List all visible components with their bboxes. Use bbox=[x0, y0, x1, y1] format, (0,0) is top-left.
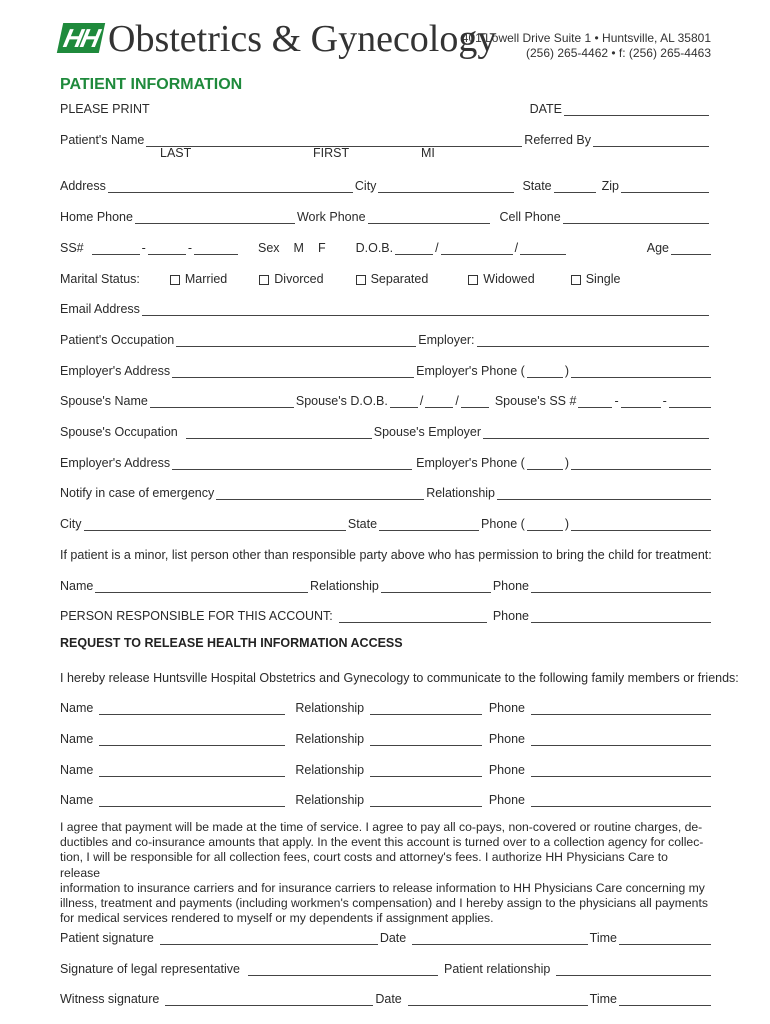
release-relationship-label: Relationship bbox=[295, 701, 365, 715]
agreement-line: I agree that payment will be made at the time of service. I agree to pay all co-pays, non-covered or routine charges, de- bbox=[60, 820, 703, 834]
cell-phone-field[interactable] bbox=[563, 211, 709, 224]
row-employer-address bbox=[60, 360, 711, 378]
agreement-paragraph bbox=[60, 820, 711, 926]
witness-signature-label: Witness signature bbox=[60, 992, 160, 1006]
release-name-label: Name bbox=[60, 732, 94, 746]
row-witness-signature bbox=[60, 988, 711, 1006]
row-release-intro bbox=[60, 667, 739, 685]
release-heading: REQUEST TO RELEASE HEALTH INFORMATION ACCESS bbox=[60, 636, 403, 650]
date-label: DATE bbox=[529, 102, 562, 116]
dob-year-field[interactable] bbox=[520, 242, 566, 255]
dob-month-field[interactable] bbox=[395, 242, 433, 255]
witness-signature-field[interactable] bbox=[165, 993, 373, 1006]
sex-m-option[interactable]: M bbox=[293, 241, 304, 255]
employer-phone-label: Employer's Phone ( bbox=[416, 364, 525, 378]
witness-time-field[interactable] bbox=[619, 993, 711, 1006]
employer-label: Employer: bbox=[418, 333, 475, 347]
release-name-field[interactable] bbox=[99, 702, 285, 715]
signature-time-field[interactable] bbox=[619, 932, 711, 945]
patient-name-label: Patient's Name bbox=[60, 133, 145, 147]
emergency-relationship-label: Relationship bbox=[426, 486, 495, 500]
divorced-label: Divorced bbox=[274, 272, 324, 286]
dob-slash: / bbox=[435, 241, 439, 255]
separated-checkbox[interactable] bbox=[356, 275, 366, 285]
work-phone-label: Work Phone bbox=[296, 210, 366, 224]
employer-address-label: Employer's Address bbox=[60, 364, 171, 378]
cell-phone-label: Cell Phone bbox=[499, 210, 561, 224]
spouse-name-label: Spouse's Name bbox=[60, 394, 148, 408]
occupation-label: Patient's Occupation bbox=[60, 333, 175, 347]
employer-address-field[interactable] bbox=[172, 365, 414, 378]
release-row bbox=[60, 697, 711, 715]
row-marital-status bbox=[60, 268, 711, 286]
dob-slash: / bbox=[419, 394, 424, 408]
witness-date-field[interactable] bbox=[408, 993, 588, 1006]
married-label: Married bbox=[184, 272, 228, 286]
row-address bbox=[60, 175, 711, 193]
patient-relationship-label: Patient relationship bbox=[443, 962, 551, 976]
row-email bbox=[60, 298, 711, 316]
state-2-label: State bbox=[347, 517, 378, 531]
employer-phone-close: ) bbox=[564, 364, 569, 378]
spouse-dob-year[interactable] bbox=[461, 395, 489, 408]
emergency-field[interactable] bbox=[216, 487, 424, 500]
employer-phone-area-field[interactable] bbox=[527, 365, 563, 378]
phone-close: ) bbox=[564, 517, 569, 531]
referred-by-field[interactable] bbox=[593, 134, 709, 147]
release-name-label: Name bbox=[60, 793, 94, 807]
email-label: Email Address bbox=[60, 302, 140, 316]
spouse-ss-1[interactable] bbox=[578, 395, 612, 408]
address-line-1: 401 Lowell Drive Suite 1 • Huntsville, AL 35801 bbox=[461, 31, 711, 45]
city-2-label: City bbox=[60, 517, 82, 531]
single-checkbox[interactable] bbox=[571, 275, 581, 285]
witness-date-label: Date bbox=[375, 992, 402, 1006]
spouse-occupation-field[interactable] bbox=[186, 426, 372, 439]
row-print-date bbox=[60, 98, 711, 116]
release-row bbox=[60, 759, 711, 777]
legal-rep-field[interactable] bbox=[248, 963, 438, 976]
practice-address bbox=[462, 31, 711, 61]
page-title: PATIENT INFORMATION bbox=[60, 76, 243, 93]
release-relationship-label: Relationship bbox=[295, 793, 365, 807]
employer-phone-2-field[interactable] bbox=[571, 457, 711, 470]
release-phone-field[interactable] bbox=[531, 764, 711, 777]
minor-name-label: Name bbox=[60, 579, 94, 593]
release-relationship-label: Relationship bbox=[295, 763, 365, 777]
ss-field-1[interactable] bbox=[92, 242, 140, 255]
brand-title: Obstetrics & Gynecology bbox=[108, 18, 497, 60]
row-emergency-city bbox=[60, 513, 711, 531]
minor-relationship-label: Relationship bbox=[310, 579, 379, 593]
release-row bbox=[60, 789, 711, 807]
row-spouse-occupation bbox=[60, 421, 711, 439]
spouse-ss-3[interactable] bbox=[669, 395, 711, 408]
state-label: State bbox=[522, 179, 552, 193]
widowed-label: Widowed bbox=[483, 272, 535, 286]
spouse-ss-2[interactable] bbox=[621, 395, 661, 408]
release-relationship-field[interactable] bbox=[370, 764, 482, 777]
release-phone-field[interactable] bbox=[531, 702, 711, 715]
row-patient-name bbox=[60, 129, 711, 147]
address-field[interactable] bbox=[108, 180, 353, 193]
age-field[interactable] bbox=[671, 242, 711, 255]
first-label: FIRST bbox=[313, 146, 350, 160]
address-line-2: (256) 265-4462 • f: (256) 265-4463 bbox=[526, 46, 711, 60]
row-patient-signature bbox=[60, 927, 711, 945]
release-phone-label: Phone bbox=[488, 793, 525, 807]
employer-address-2-field[interactable] bbox=[172, 457, 412, 470]
release-relationship-label: Relationship bbox=[295, 732, 365, 746]
row-phones bbox=[60, 206, 711, 224]
dob-label: D.O.B. bbox=[355, 241, 394, 255]
employer-phone-2-close: ) bbox=[564, 456, 569, 470]
spouse-employer-label: Spouse's Employer bbox=[373, 425, 482, 439]
signature-date-field[interactable] bbox=[412, 932, 587, 945]
row-ss-sex-dob bbox=[60, 237, 711, 255]
signature-time-label: Time bbox=[589, 931, 617, 945]
row-legal-rep bbox=[60, 958, 711, 976]
dob-slash: / bbox=[455, 394, 459, 408]
widowed-checkbox[interactable] bbox=[468, 275, 478, 285]
employer-address-2-label: Employer's Address bbox=[60, 456, 171, 470]
hh-logo-icon bbox=[57, 23, 105, 53]
marital-status-label: Marital Status: bbox=[60, 272, 140, 286]
dob-day-field[interactable] bbox=[441, 242, 513, 255]
row-spouse-employer-address bbox=[60, 452, 711, 470]
row-emergency bbox=[60, 482, 711, 500]
release-row bbox=[60, 728, 711, 746]
spouse-dob-day[interactable] bbox=[425, 395, 453, 408]
minor-phone-field[interactable] bbox=[531, 580, 711, 593]
occupation-field[interactable] bbox=[176, 334, 416, 347]
spouse-employer-field[interactable] bbox=[483, 426, 709, 439]
single-label: Single bbox=[585, 272, 621, 286]
row-responsible bbox=[60, 605, 711, 623]
phone-2-field[interactable] bbox=[571, 518, 711, 531]
referred-by-label: Referred By bbox=[524, 133, 591, 147]
ss-dash: - bbox=[141, 241, 146, 255]
row-occupation bbox=[60, 329, 711, 347]
row-minor-note bbox=[60, 544, 711, 562]
release-phone-label: Phone bbox=[488, 763, 525, 777]
phone-open-label: Phone ( bbox=[481, 517, 525, 531]
spouse-occupation-label: Spouse's Occupation bbox=[60, 425, 178, 439]
agreement-line: illness, treatment and payments (including workmen's compensation) and I hereby assign to the physicians all payments bbox=[60, 896, 708, 911]
please-print-label: PLEASE PRINT bbox=[60, 102, 150, 116]
emergency-label: Notify in case of emergency bbox=[60, 486, 215, 500]
minor-phone-label: Phone bbox=[492, 579, 529, 593]
state-2-field[interactable] bbox=[379, 518, 479, 531]
employer-phone-field[interactable] bbox=[571, 365, 711, 378]
age-label: Age bbox=[646, 241, 669, 255]
email-field[interactable] bbox=[142, 303, 709, 316]
separated-label: Separated bbox=[370, 272, 429, 286]
agreement-line: ductibles and co-insurance amounts that apply. In the event this account is turned over to a collection agency for collec- bbox=[60, 835, 704, 850]
release-name-field[interactable] bbox=[99, 733, 285, 746]
row-minor-name bbox=[60, 575, 711, 593]
sex-label: Sex bbox=[257, 241, 280, 255]
married-checkbox[interactable] bbox=[170, 275, 180, 285]
home-phone-field[interactable] bbox=[135, 211, 295, 224]
release-relationship-field[interactable] bbox=[370, 702, 482, 715]
release-relationship-field[interactable] bbox=[370, 733, 482, 746]
zip-label: Zip bbox=[601, 179, 619, 193]
employer-phone-2-label: Employer's Phone ( bbox=[416, 456, 525, 470]
ss-field-3[interactable] bbox=[194, 242, 238, 255]
minor-note: If patient is a minor, list person other than responsible party above who has permission to bring the child for treatment: bbox=[60, 548, 712, 562]
release-name-field[interactable] bbox=[99, 764, 285, 777]
home-phone-label: Home Phone bbox=[60, 210, 133, 224]
dob-slash: / bbox=[514, 241, 519, 255]
release-name-label: Name bbox=[60, 701, 94, 715]
spouse-dob-label: Spouse's D.O.B. bbox=[295, 394, 388, 408]
phone-2-area-field[interactable] bbox=[527, 518, 563, 531]
city-field[interactable] bbox=[378, 180, 514, 193]
work-phone-field[interactable] bbox=[368, 211, 490, 224]
release-intro: I hereby release Huntsville Hospital Obstetrics and Gynecology to communicate to the following family members or friends: bbox=[60, 671, 739, 685]
release-phone-label: Phone bbox=[488, 701, 525, 715]
agreement-line: tion, I will be responsible for all collection fees, court costs and attorney's fees. I authorize HH Physicians Care to release bbox=[60, 850, 668, 880]
legal-rep-label: Signature of legal representative bbox=[60, 962, 240, 976]
responsible-label: PERSON RESPONSIBLE FOR THIS ACCOUNT: bbox=[60, 609, 333, 623]
patient-signature-label: Patient signature bbox=[60, 931, 154, 945]
address-label: Address bbox=[60, 179, 106, 193]
release-relationship-field[interactable] bbox=[370, 794, 482, 807]
responsible-phone-label: Phone bbox=[492, 609, 529, 623]
release-phone-label: Phone bbox=[488, 732, 525, 746]
emergency-relationship-field[interactable] bbox=[497, 487, 711, 500]
responsible-phone-field[interactable] bbox=[531, 610, 711, 623]
agreement-line: information to insurance carriers and for insurance carriers to release information to HH Physicians Care concerning my bbox=[60, 880, 705, 895]
sex-f-option[interactable]: F bbox=[317, 241, 326, 255]
agreement-line: for medical services rendered to myself or my dependents if assignment applies. bbox=[60, 911, 494, 926]
spouse-name-field[interactable] bbox=[150, 395, 294, 408]
minor-relationship-field[interactable] bbox=[381, 580, 491, 593]
ss-dash: - bbox=[187, 241, 192, 255]
ss-label: SS# bbox=[60, 241, 84, 255]
release-name-field[interactable] bbox=[99, 794, 285, 807]
last-label: LAST bbox=[160, 146, 192, 160]
logo-mark: HH bbox=[61, 23, 101, 53]
witness-time-label: Time bbox=[589, 992, 617, 1006]
minor-name-field[interactable] bbox=[95, 580, 308, 593]
employer-field[interactable] bbox=[477, 334, 709, 347]
patient-relationship-field[interactable] bbox=[556, 963, 711, 976]
release-phone-field[interactable] bbox=[531, 794, 711, 807]
divorced-checkbox[interactable] bbox=[259, 275, 269, 285]
date-field[interactable] bbox=[564, 103, 709, 116]
state-field[interactable] bbox=[554, 180, 596, 193]
ss-dash: - bbox=[662, 394, 667, 408]
signature-date-label: Date bbox=[379, 931, 407, 945]
ss-dash: - bbox=[614, 394, 619, 408]
city-label: City bbox=[354, 179, 377, 193]
release-phone-field[interactable] bbox=[531, 733, 711, 746]
spouse-ss-label: Spouse's SS # bbox=[494, 394, 577, 408]
mi-label: MI bbox=[421, 146, 435, 160]
ss-field-2[interactable] bbox=[148, 242, 186, 255]
city-2-field[interactable] bbox=[84, 518, 346, 531]
patient-signature-field[interactable] bbox=[160, 932, 378, 945]
spouse-dob-month[interactable] bbox=[390, 395, 418, 408]
zip-field[interactable] bbox=[621, 180, 709, 193]
release-name-label: Name bbox=[60, 763, 94, 777]
responsible-field[interactable] bbox=[339, 610, 487, 623]
row-spouse bbox=[60, 390, 711, 408]
employer-phone-2-area-field[interactable] bbox=[527, 457, 563, 470]
